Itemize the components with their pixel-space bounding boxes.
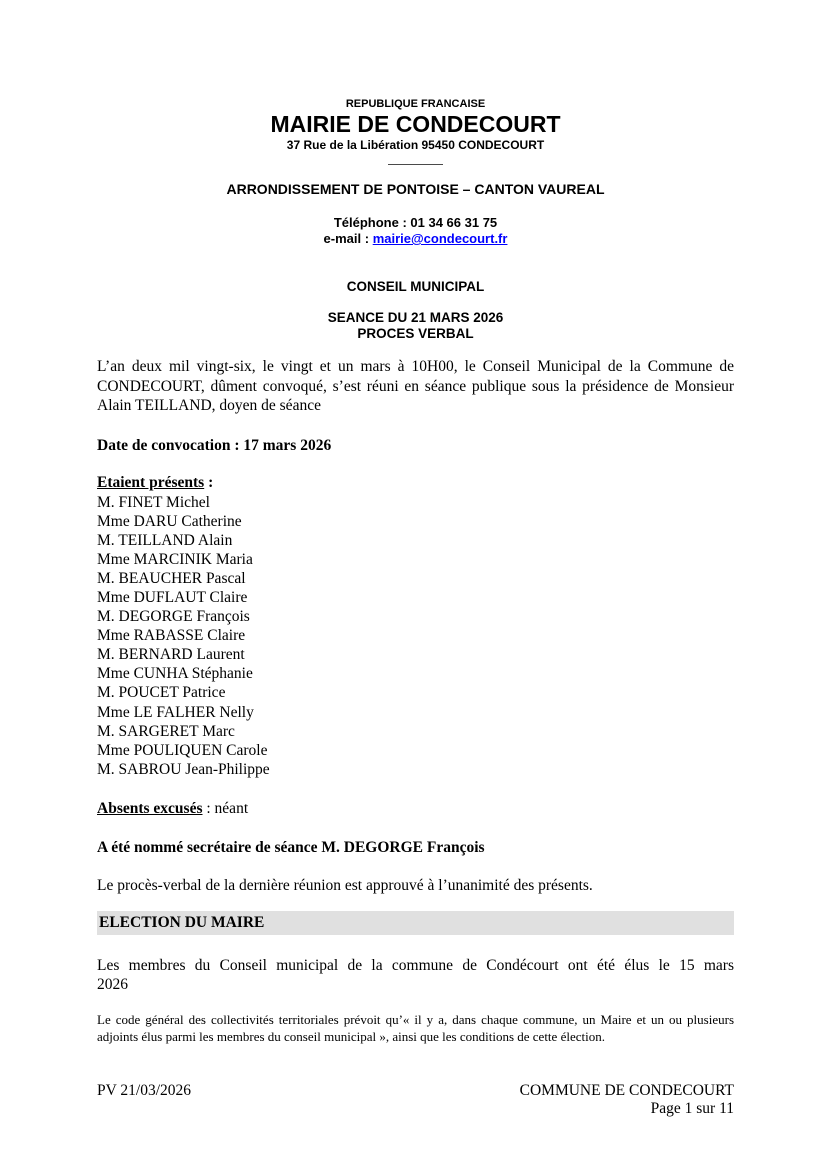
absent-value: : néant xyxy=(202,799,249,817)
district-line: ARRONDISSEMENT DE PONTOISE – CANTON VAUREAL xyxy=(226,181,605,197)
email-line xyxy=(97,231,734,247)
phone-line xyxy=(97,215,734,231)
republic-label: REPUBLIQUE FRANCAISE xyxy=(345,98,486,110)
convocation-date: 17 mars 2026 xyxy=(243,436,332,454)
contact-block xyxy=(97,215,734,247)
present-name: Mme POULIQUEN Carole xyxy=(97,741,268,759)
mairie-title: MAIRIE DE CONDECOURT xyxy=(270,111,561,137)
document-content xyxy=(97,0,734,1045)
election-p1-line2: 2026 xyxy=(97,976,128,994)
election-p1-line1: Les membres du Conseil municipal de la commune de Condécourt ont été élus le 15 mars xyxy=(97,956,734,974)
present-name: Mme CUNHA Stéphanie xyxy=(97,665,253,683)
page-number: Page 1 sur 11 xyxy=(650,1099,734,1117)
present-name: M. SABROU Jean-Philippe xyxy=(97,760,270,778)
footer-commune: COMMUNE DE CONDECOURT xyxy=(519,1082,734,1099)
session-date-title: SEANCE DU 21 MARS 2026 xyxy=(327,310,504,325)
phone-label: Téléphone : xyxy=(333,215,407,230)
intro-paragraph: L’an deux mil vingt-six, le vingt et un mars à 10H00, le Conseil Municipal de la Commune de CONDECOURT, dûment convoqué, s’est réuni en séance publique sous la présidence de Monsieur Alain TEILLAND, doyen de séance xyxy=(97,358,734,414)
present-name: M. BERNARD Laurent xyxy=(97,646,245,664)
present-name: Mme MARCINIK Maria xyxy=(97,550,253,568)
absent-line xyxy=(97,799,734,819)
session-title-block xyxy=(97,310,734,342)
present-name: Mme DUFLAUT Claire xyxy=(97,588,248,606)
present-name: M. TEILLAND Alain xyxy=(97,531,233,549)
convocation-label: Date de convocation : xyxy=(97,436,240,454)
doc-type-title: PROCES VERBAL xyxy=(357,326,474,341)
convocation-line xyxy=(97,436,734,456)
present-colon: : xyxy=(204,474,214,491)
present-name: Mme DARU Catherine xyxy=(97,512,242,530)
section-header-election: ELECTION DU MAIRE xyxy=(97,911,734,935)
election-paragraph-2: Le code général des collectivités territoriales prévoit qu’« il y a, dans chaque commune, un Maire et un ou plusieurs adjoints élus parmi les membres du conseil municipal », ainsi que les conditions de cette élection. xyxy=(97,1011,734,1044)
approval-line: Le procès-verbal de la dernière réunion est approuvé à l’unanimité des présents. xyxy=(97,876,593,894)
election-paragraph-1 xyxy=(97,956,734,995)
present-name: M. BEAUCHER Pascal xyxy=(97,569,246,587)
secretary-line: A été nommé secrétaire de séance M. DEGORGE François xyxy=(97,839,485,857)
email-link[interactable]: mairie@condecourt.fr xyxy=(372,231,508,246)
header-divider xyxy=(388,164,443,165)
council-title: CONSEIL MUNICIPAL xyxy=(346,279,485,294)
present-name: Mme RABASSE Claire xyxy=(97,627,246,645)
phone-number: 01 34 66 31 75 xyxy=(410,215,498,230)
address-line: 37 Rue de la Libération 95450 CONDECOURT xyxy=(286,138,545,152)
present-name: M. SARGERET Marc xyxy=(97,722,235,740)
page-footer xyxy=(97,1082,734,1117)
present-name: M. POUCET Patrice xyxy=(97,684,226,702)
absent-label: Absents excusés xyxy=(97,799,203,817)
present-name: M. FINET Michel xyxy=(97,493,210,511)
present-label: Etaient présents xyxy=(97,474,205,491)
footer-left: PV 21/03/2026 xyxy=(97,1082,192,1099)
email-label: e-mail : xyxy=(323,231,370,246)
present-list xyxy=(97,493,734,779)
present-name: Mme LE FALHER Nelly xyxy=(97,703,254,721)
present-heading xyxy=(97,473,734,493)
document-header xyxy=(97,98,734,247)
present-name: M. DEGORGE François xyxy=(97,608,250,626)
footer-right xyxy=(520,1082,734,1117)
